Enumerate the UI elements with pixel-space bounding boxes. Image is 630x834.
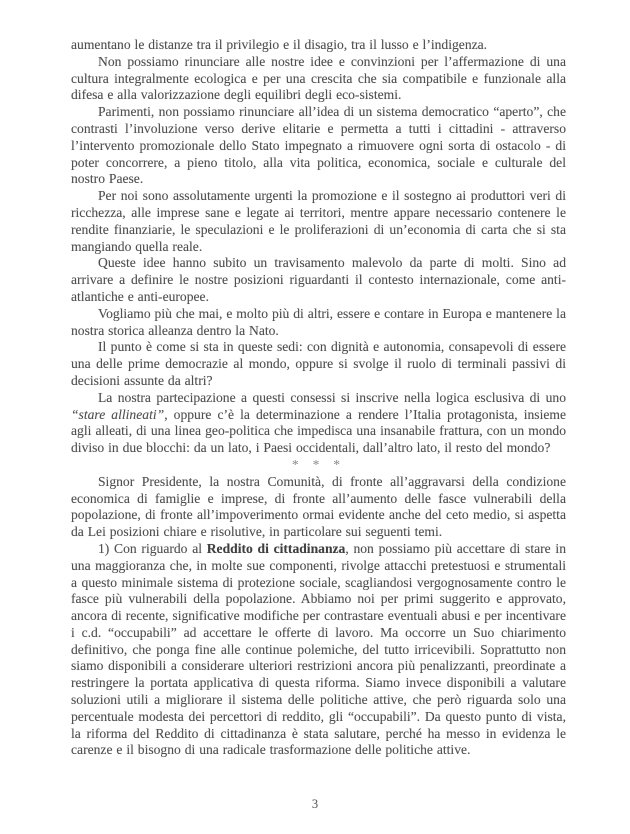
paragraph (71, 54, 566, 104)
text-run: Queste idee hanno subito un travisamento malevolo da parte di molti. Sino ad arrivare a definire le nostre posizioni riguardanti il contesto internazionale, come anti-atlantiche e anti-europee. (71, 255, 566, 304)
paragraph (71, 541, 566, 759)
text-run: , oppure c’è la determinazione a rendere l’Italia protagonista, insieme agli alleati, di una linea geo-politica che impedisca una insanabile frattura, con un mondo diviso in due blocchi: da un lato, i Paesi occidentali, dall’altro lato, il resto del mondo? (71, 406, 567, 456)
paragraph (71, 104, 566, 188)
text-run: , non possiamo più accettare di stare in una maggioranza che, in molte sue componenti, rivolge attacchi pretestuosi e strumentali a questo minimale sistema di protezione sociale, scagliandosi vergognosamente contro le fasce più vulnerabili della popolazione. Abbiamo noi per primi suggerito e approvato, ancora di recente, significative modifiche per contrastare eventuali abusi e per incentivare i c.d. “occupabili” ad accettare le offerte di lavoro. Ma occorre un Suo chiarimento definitivo, che ponga fine alle continue polemiche, del tutto irricevibili. Soprattutto non siamo disponibili a considerare ulteriori restrizioni ancora più penalizzanti, preordinate a restringere la portata applicativa di questa riforma. Siamo invece disponibili a valutare soluzioni utili a migliorare il sistema delle politiche attive, che però riguarda solo una percentuale modesta dei percettori di reddito, gli “occupabili”. Da questo punto di vista, la riforma del Reddito di cittadinanza è stata salutare, perché ha messo in evidenza le carenze e il bisogno di una radicale trasformazione delle politiche attive. (71, 540, 566, 758)
text-run: Il punto è come si sta in queste sedi: con dignità e autonomia, consapevoli di essere una delle prime democrazie al mondo, oppure si svolge il ruolo di terminali passivi di decisioni assunte da altri? (71, 339, 566, 388)
paragraph (71, 306, 566, 340)
text-run: aumentano le distanze tra il privilegio e il disagio, tra il lusso e l’indigenza. (71, 37, 488, 52)
italic-text-run: “stare allineati” (71, 406, 165, 422)
bold-text-run: Reddito di cittadinanza (206, 540, 346, 556)
paragraph (71, 188, 566, 255)
paragraph (71, 339, 566, 389)
paragraph (71, 37, 566, 54)
text-run: La nostra partecipazione a questi consessi si inscrive nella logica esclusiva di uno (98, 389, 566, 405)
text-run: Signor Presidente, la nostra Comunità, di fronte all’aggravarsi della condizione economica di famiglie e imprese, di fronte all’aumento delle fasce vulnerabili della popolazione, di fronte all’impoverimento ormai evidente anche del ceto medio, si aspetta da Lei posizioni chiare e risolutive, in particolare sui seguenti temi. (71, 473, 566, 540)
text-run: Non possiamo rinunciare alle nostre idee e convinzioni per l’affermazione di una cultura integralmente ecologica e per una crescita che sia compatibile e funzionale alla difesa e alla valorizzazione degli equilibri degli eco-sistemi. (71, 53, 566, 103)
text-run: Per noi sono assolutamente urgenti la promozione e il sostegno ai produttori veri di ricchezza, alle imprese sane e legate ai territori, mentre appare necessario contenere le rendite finanziarie, le speculazioni e le proliferazioni di un’economia di carta che si sta mangiando quella reale. (71, 188, 566, 254)
text-run: 1) Con riguardo al (98, 540, 207, 556)
text-run: Parimenti, non possiamo rinunciare all’idea di un sistema democratico “aperto”, che contrasti l’involuzione verso derive elitarie e permetta a tutti i cittadini - attraverso l’intervento promozionale dello Stato impegnato a rimuovere ogni sorta di ostacolo - di poter concorrere, a pieno titolo, alla vita politica, economica, sociale e culturale del nostro Paese. (71, 104, 566, 187)
paragraph (71, 390, 566, 457)
paragraph (71, 474, 566, 541)
page-number: 3 (311, 797, 319, 811)
document-body (71, 37, 566, 759)
text-run: * * * (291, 456, 346, 472)
paragraph (71, 255, 566, 305)
text-run: Vogliamo più che mai, e molto più di altri, essere e contare in Europa e mantenere la nostra storica alleanza dentro la Nato. (71, 305, 566, 338)
section-separator (71, 457, 566, 474)
